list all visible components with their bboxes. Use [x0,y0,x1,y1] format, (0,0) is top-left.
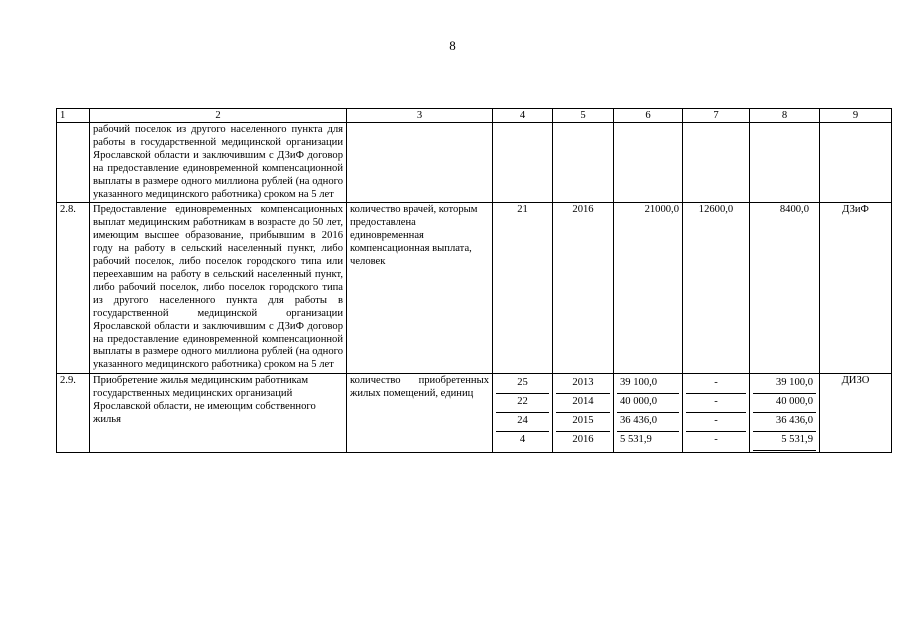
value-subcell: 25 [517,377,528,389]
description-cell: Приобретение жилья медицинским работникам государственных медицинских организаций Ярославской области, не имеющим собственного жилья [90,374,347,453]
executor-cell [820,123,892,203]
row-number-cell: 2.8. [57,203,90,374]
header-cell: 7 [683,109,750,123]
total-subcell: 36 436,0 [617,413,679,432]
col8-subcell: 40 000,0 [753,394,816,413]
col7-subcell-group [683,374,750,453]
indicator-cell [347,123,493,203]
col8-subcell: 5 531,9 [753,432,816,451]
value-subcell: 4 [496,432,549,451]
col7-cell: 12600,0 [683,203,750,374]
description-cell: Предоставление единовременных компенсационных выплат медицинским работникам в возрасте до 50 лет, имеющим высшее образование, прибывшим в 2016 году на работу в сельский населенный пункт, либо рабочий поселок, либо поселок городского типа или переехавшим на работу в сельский населенный пункт, либо рабочий поселок, либо поселок городского типа из другого населенного пункта для работы в государственной медицинской организации Ярославской области и заключившим с ДЗиФ договор на предоставление единовременной компенсационной выплаты в размере одного миллиона рублей (на одного указанного медицинского работника) сроком на 5 лет [90,203,347,374]
col8-subcell: 39 100,0 [775,377,813,389]
header-cell: 8 [750,109,820,123]
header-cell: 3 [347,109,493,123]
executor-cell: ДИЗО [820,374,892,453]
col8-subcell: 36 436,0 [753,413,816,432]
col7-subcell: - [686,432,746,451]
year-subcell: 2016 [556,432,610,451]
description-cell: рабочий поселок из другого населенного пункта для работы в государственной медицинской организации Ярославской области и заключившим с ДЗиФ договор на предоставление единовременной компенсационной выплаты в размере одного миллиона рублей (на одного указанного медицинского работника) сроком на 5 лет [90,123,347,203]
col8-cell [750,123,820,203]
header-cell: 2 [90,109,347,123]
page-number: 8 [449,38,456,53]
header-cell: 5 [553,109,614,123]
executor-cell: ДЗиФ [820,203,892,374]
year-subcell: 2015 [556,413,610,432]
total-subcell: 40 000,0 [617,394,679,413]
col8-cell: 8400,0 [750,203,820,374]
col7-subcell: - [714,377,718,389]
indicator-cell: количество приобретенных жилых помещений, единиц [347,374,493,453]
measures-table [56,108,892,453]
year-subcell: 2014 [556,394,610,413]
value-cell: 21 [493,203,553,374]
table-row-2-8 [57,203,892,374]
header-cell: 9 [820,109,892,123]
row-number-cell: 2.9. [57,374,90,453]
indicator-cell: количество врачей, которым предоставлена единовременная компенсационная выплата, человек [347,203,493,374]
year-cell [553,123,614,203]
total-subcell-group [614,374,683,453]
total-subcell: 5 531,9 [617,432,679,451]
column-number-header [57,109,892,123]
header-cell: 4 [493,109,553,123]
value-cell [493,123,553,203]
total-cell: 21000,0 [614,203,683,374]
value-subcell: 22 [496,394,549,413]
header-cell: 1 [57,109,90,123]
col7-cell [683,123,750,203]
row-number-cell [57,123,90,203]
total-subcell: 39 100,0 [620,377,658,389]
col8-subcell-group [750,374,820,453]
table-row-2-9 [57,374,892,453]
year-cell: 2016 [553,203,614,374]
header-cell: 6 [614,109,683,123]
value-subcell-group [493,374,553,453]
value-subcell: 24 [496,413,549,432]
year-subcell: 2013 [572,377,594,389]
year-subcell-group [553,374,614,453]
col7-subcell: - [686,394,746,413]
total-cell [614,123,683,203]
table-row-continuation [57,123,892,203]
col7-subcell: - [686,413,746,432]
